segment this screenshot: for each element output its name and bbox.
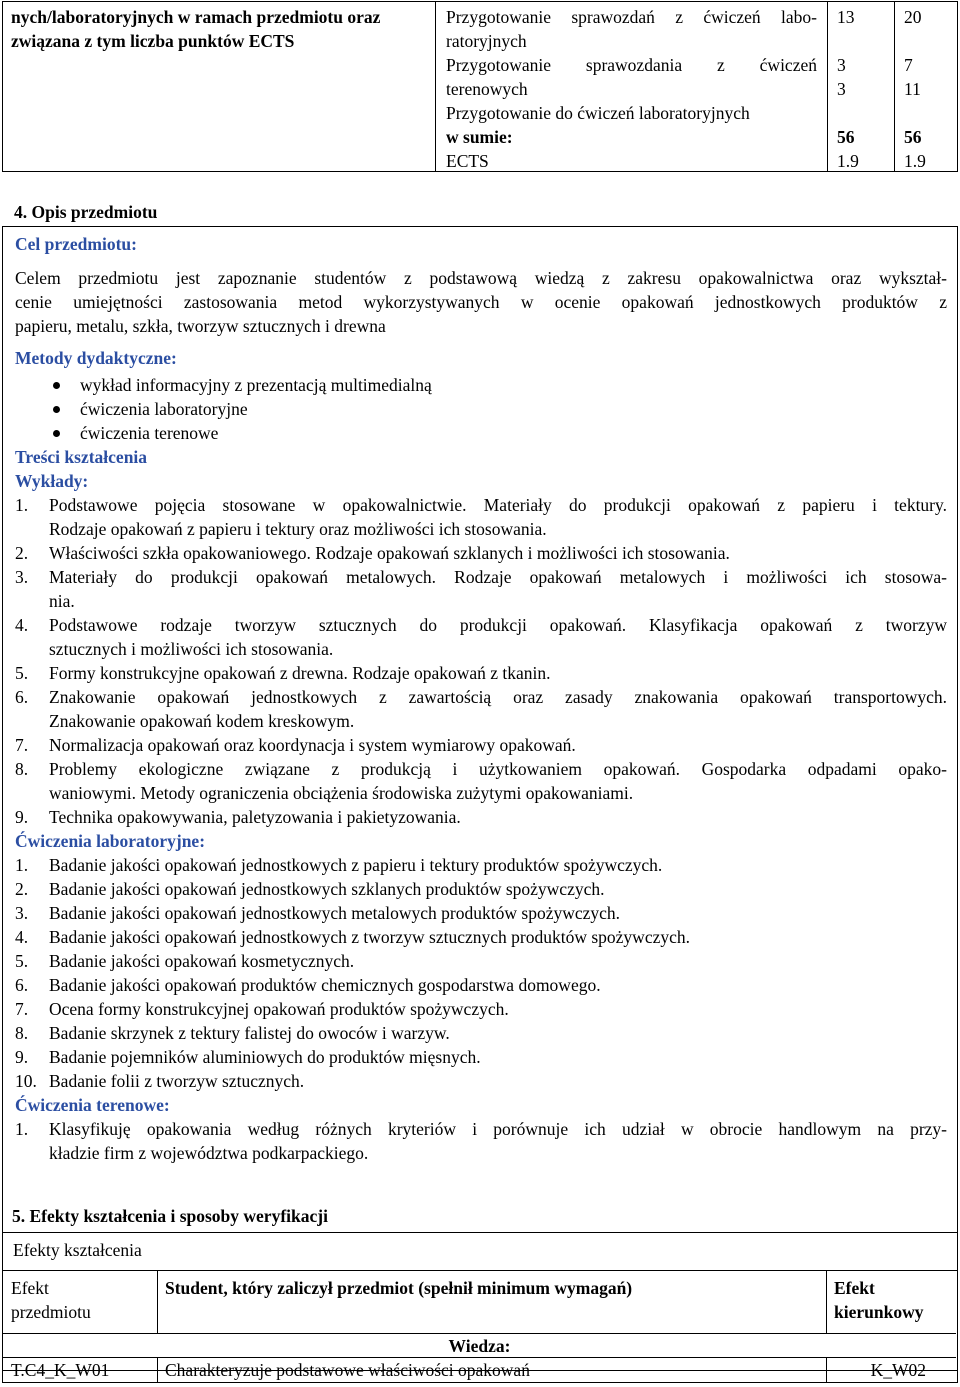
bullet-icon: [53, 430, 60, 437]
learning-outcomes-subheading: Efekty kształcenia: [13, 1240, 142, 1260]
item-number: 2.: [15, 879, 29, 899]
header-course-effect: [3, 1271, 157, 1329]
hours-value: 11: [904, 79, 921, 99]
item-text-line: Rodzaje opakowań z papieru i tektury oraz możliwości ich stosowania.: [49, 519, 547, 539]
item-number: 9.: [15, 807, 29, 827]
item-number: 3.: [15, 567, 29, 587]
item-number: 8.: [15, 759, 29, 779]
header-course-effect-line: przedmiotu: [11, 1302, 91, 1322]
lab-exercise-item: [15, 1021, 947, 1045]
hours-value: [904, 29, 948, 53]
course-goal-label: Cel przedmiotu:: [15, 234, 137, 254]
section-4-heading: 4. Opis przedmiotu: [14, 202, 158, 222]
header-program-effect: [826, 1271, 956, 1329]
item-number: 1.: [15, 855, 29, 875]
course-description-box: [2, 226, 958, 1371]
hours-value: 56: [837, 127, 855, 147]
ects-workload-table: [2, 1, 958, 172]
teaching-methods-list: [15, 373, 947, 445]
bullet-icon: [53, 406, 60, 413]
section-5-heading: 5. Efekty kształcenia i sposoby weryfikacji: [12, 1206, 328, 1226]
learning-outcomes-title-box: [2, 1232, 958, 1270]
item-text-line: Badanie jakości opakowań jednostkowych z papieru i tektury produktów spożywczych.: [49, 855, 663, 875]
item-text-line: Badanie folii z tworzyw sztucznych.: [49, 1071, 305, 1091]
lecture-item: [15, 565, 947, 613]
header-program-effect-line: kierunkowy: [834, 1302, 924, 1322]
goal-line: Celem przedmiotu jest zapoznanie studentów z podstawową wiedzą z zakresu opakowalnictwa oraz wykształ-: [15, 268, 947, 288]
item-number: 8.: [15, 1023, 29, 1043]
hours-value: 56: [904, 127, 922, 147]
hours-value: 7: [904, 55, 913, 75]
lab-exercise-item: [15, 949, 947, 973]
item-text-line: kładzie firm z województwa podkarpackiego.: [49, 1143, 369, 1163]
hours-value: 13: [837, 7, 855, 27]
item-text-line: sztucznych i możliwości ich stosowania.: [49, 639, 334, 659]
hours-value: [837, 101, 885, 125]
outcome-description: Charakteryzuje podstawowe właściwości opakowań: [165, 1360, 530, 1380]
item-text-line: Badanie skrzynek z tektury falistej do owoców i warzyw.: [49, 1023, 450, 1043]
hours-value: 1.9: [837, 151, 859, 171]
header-program-effect-line: Efekt: [834, 1278, 875, 1298]
goal-line: papieru, metalu, szkła, tworzyw sztucznych i drewna: [15, 316, 386, 336]
teaching-method-item: [53, 421, 947, 445]
item-number: 1.: [15, 1119, 29, 1139]
header-course-effect-line: Efekt: [11, 1278, 49, 1298]
outcome-code: T.C4_K_W01: [11, 1360, 110, 1380]
knowledge-row-label: Wiedza:: [448, 1336, 511, 1356]
field-exercise-item: [15, 1117, 947, 1165]
item-number: 10.: [15, 1071, 37, 1091]
item-number: 5.: [15, 951, 29, 971]
item-text-line: Podstawowe rodzaje tworzyw sztucznych do produkcji opakowań. Klasyfikacja opakowań z tworzyw: [49, 615, 947, 635]
item-text-line: Ocena formy konstrukcyjnej opakowań produktów spożywczych.: [49, 999, 509, 1019]
lecture-item: [15, 541, 947, 565]
header-student-criteria: Student, który zaliczył przedmiot (spełnił minimum wymagań): [165, 1278, 633, 1298]
item-text-line: Badanie jakości opakowań produktów chemicznych gospodarstwa domowego.: [49, 975, 601, 995]
hours-value: 3: [837, 55, 846, 75]
lecture-item: [15, 661, 947, 685]
hours-value: 3: [837, 79, 846, 99]
item-text-line: Podstawowe pojęcia stosowane w opakowalnictwie. Materiały do produkcji opakowań z papieru i tektury.: [49, 495, 947, 515]
lecture-item: [15, 733, 947, 757]
item-text-line: nia.: [49, 591, 75, 611]
lab-exercise-item: [15, 925, 947, 949]
lab-exercise-item: [15, 973, 947, 997]
item-text-line: Normalizacja opakowań oraz koordynacja i system wymiarowy opakowań.: [49, 735, 576, 755]
activity-line: Przygotowanie do ćwiczeń laboratoryjnych: [446, 103, 750, 123]
lecture-item: [15, 493, 947, 541]
teaching-method-item: [53, 373, 947, 397]
goal-line: cenie umiejętności zastosowania metod wykorzystywanych w ocenie opakowań jednostkowych produktów z: [15, 292, 947, 312]
field-exercises-list: [15, 1117, 947, 1165]
lecture-item: [15, 805, 947, 829]
item-text-line: Badanie jakości opakowań kosmetycznych.: [49, 951, 355, 971]
activity-line: terenowych: [446, 79, 528, 99]
item-number: 4.: [15, 927, 29, 947]
item-text-line: Materiały do produkcji opakowań metalowych. Rodzaje opakowań metalowych i możliwości ich stosowa-: [49, 567, 947, 587]
item-number: 7.: [15, 735, 29, 755]
item-number: 6.: [15, 687, 29, 707]
item-number: 1.: [15, 495, 29, 515]
item-number: 6.: [15, 975, 29, 995]
hours-value: 20: [904, 7, 922, 27]
item-number: 3.: [15, 903, 29, 923]
item-text-line: Badanie jakości opakowań jednostkowych z tworzyw sztucznych produktów spożywczych.: [49, 927, 690, 947]
workload-activities-cell: [436, 2, 828, 171]
teaching-methods-label: Metody dydaktyczne:: [15, 348, 177, 368]
item-text-line: Znakowanie opakowań jednostkowych z zawartością oraz zasady znakowania opakowań transportowych.: [49, 687, 947, 707]
hours-value: 1.9: [904, 151, 926, 171]
lab-exercises-list: [15, 853, 947, 1093]
workload-label-cell: [3, 2, 436, 171]
learning-outcomes-table: [2, 1270, 958, 1383]
activity-line: Przygotowanie sprawozdania z ćwiczeń: [446, 55, 817, 75]
item-text-line: Badanie jakości opakowań jednostkowych szklanych produktów spożywczych.: [49, 879, 605, 899]
item-text-line: Formy konstrukcyjne opakowań z drewna. Rodzaje opakowań z tkanin.: [49, 663, 551, 683]
field-exercises-label: Ćwiczenia terenowe:: [15, 1095, 170, 1115]
activity-line: ratoryjnych: [446, 31, 527, 51]
activity-line: Przygotowanie sprawozdań z ćwiczeń labo-: [446, 7, 817, 27]
activity-line: ECTS: [446, 151, 489, 171]
hours-value: [837, 29, 885, 53]
lab-exercises-label: Ćwiczenia laboratoryjne:: [15, 831, 206, 851]
hours-column-2: [895, 2, 957, 171]
item-number: 4.: [15, 615, 29, 635]
item-number: 2.: [15, 543, 29, 563]
item-number: 9.: [15, 1047, 29, 1067]
program-effect-code: K_W02: [870, 1360, 926, 1380]
item-text-line: Znakowanie opakowań kodem kreskowym.: [49, 711, 355, 731]
teaching-method-text: ćwiczenia terenowe: [80, 423, 219, 443]
item-text-line: Klasyfikuję opakowania według różnych kryteriów i porównuje ich udział w obrocie handlowym na przy-: [49, 1119, 947, 1139]
item-number: 5.: [15, 663, 29, 683]
item-text-line: Problemy ekologiczne związane z produkcją i użytkowaniem opakowań. Gospodarka odpadami opako-: [49, 759, 947, 779]
item-text-line: Badanie pojemników aluminiowych do produktów mięsnych.: [49, 1047, 481, 1067]
lab-exercise-item: [15, 877, 947, 901]
lab-exercise-item: [15, 1069, 947, 1093]
item-number: 7.: [15, 999, 29, 1019]
workload-label-text: nych/laboratoryjnych w ramach przedmiotu oraz związana z tym liczba punktów ECTS: [11, 7, 381, 51]
course-goal-text: [15, 266, 947, 338]
teaching-method-text: wykład informacyjny z prezentacją multimedialną: [80, 375, 432, 395]
item-text-line: Technika opakowywania, paletyzowania i pakietyzowania.: [49, 807, 461, 827]
course-content-label: Treści kształcenia: [15, 447, 148, 467]
hours-value: [904, 101, 948, 125]
hours-column-1: [828, 2, 895, 171]
item-text-line: waniowymi. Metody ograniczenia obciążenia środowiska zużytymi opakowaniami.: [49, 783, 634, 803]
lab-exercise-item: [15, 1045, 947, 1069]
lectures-label: Wykłady:: [15, 471, 89, 491]
lab-exercise-item: [15, 901, 947, 925]
lab-exercise-item: [15, 853, 947, 877]
lectures-list: [15, 493, 947, 829]
bullet-icon: [53, 382, 60, 389]
item-text-line: Badanie jakości opakowań jednostkowych metalowych produktów spożywczych.: [49, 903, 621, 923]
lecture-item: [15, 685, 947, 733]
lecture-item: [15, 613, 947, 661]
activity-line: w sumie:: [446, 127, 513, 147]
item-text-line: Właściwości szkła opakowaniowego. Rodzaje opakowań szklanych i możliwości ich stosowania.: [49, 543, 730, 563]
lecture-item: [15, 757, 947, 805]
teaching-method-item: [53, 397, 947, 421]
teaching-method-text: ćwiczenia laboratoryjne: [80, 399, 248, 419]
lab-exercise-item: [15, 997, 947, 1021]
